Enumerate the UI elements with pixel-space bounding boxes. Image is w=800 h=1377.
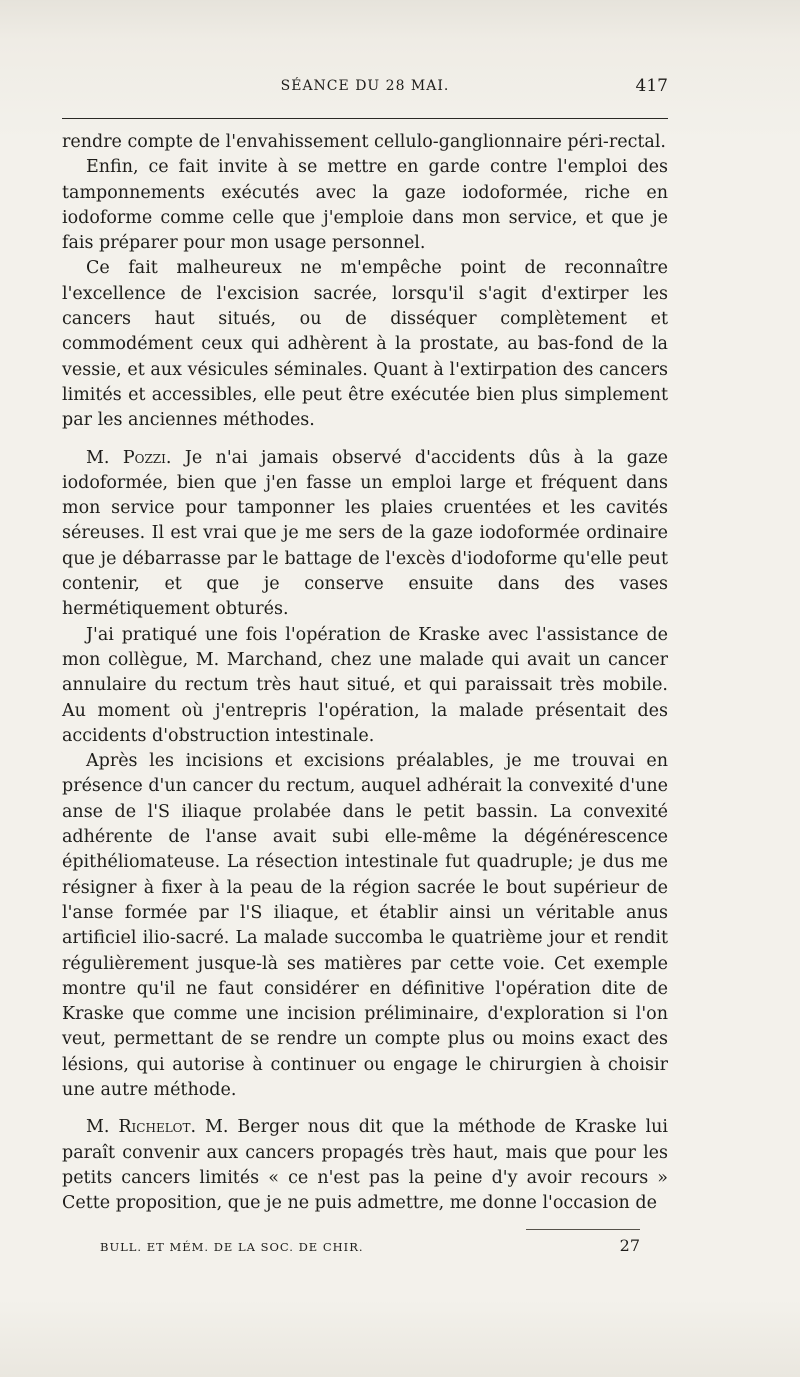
pozzi-text: Je n'ai jamais observé d'accidents dûs à la gaze iodoformée, bien que j'en fasse un emploi large et fréquent dans mon service pour tamponner les plaies cruentées et les cavités séreuses. Il est vrai que je me sers de la gaze iodoformée ordinaire que je débarrasse par le battage de l'excès d'iodoforme qu'elle peut contenir, et que je conserve ensuite dans des vases hermétiquement obturés. (62, 447, 668, 620)
paragraph-iodoform-warning: Enfin, ce fait invite à se mettre en garde contre l'emploi des tamponnements exécutés avec la gaze iodoformée, riche en iodoforme comme celle que j'emploie dans mon service, et que je fais préparer pour mon usage personnel. (62, 157, 668, 254)
paragraph-pozzi-intro (62, 446, 668, 623)
paragraph-richelot (62, 1115, 668, 1216)
footer-rule (526, 1229, 640, 1230)
paragraph-sacral-excision: Ce fait malheureux ne m'empêche point de reconnaître l'excellence de l'excision sacrée, lorsqu'il s'agit d'extirper les cancers haut situés, ou de disséquer complètement et commodément ceux qui adhèrent à la prostate, au bas-fond de la vessie, et aux vésicules séminales. Quant à l'extirpation des cancers limités et accessibles, elle peut être exécutée bien plus simplement par les anciennes méthodes. (62, 258, 668, 431)
page-footer (100, 1236, 640, 1260)
paragraph-pozzi-kraske: J'ai pratiqué une fois l'opération de Kraske avec l'assistance de mon collègue, M. Marchand, chez une malade qui avait un cancer annulaire du rectum très haut situé, et qui paraissait très mobile. Au moment où j'entrepris l'opération, la malade présentait des accidents d'obstruction intestinale. (62, 624, 668, 746)
header-rule (62, 118, 668, 119)
page-header (62, 74, 668, 102)
speaker-richelot: M. Richelot. (86, 1117, 197, 1138)
richelot-text: M. Berger nous dit que la méthode de Kraske lui paraît convenir aux cancers propagés très haut, mais que pour les petits cancers limités « ce n'est pas la peine d'y avoir recours » Cette proposition, que je ne puis admettre, me donne l'occasion de (62, 1117, 668, 1214)
speaker-pozzi: M. Pozzi. (86, 447, 172, 468)
paragraph-pozzi-resection: Après les incisions et excisions préalables, je me trouvai en présence d'un cancer du rectum, auquel adhérait la convexité d'une anse de l'S iliaque prolabée dans le petit bassin. La convexité adhérente de l'anse avait subi elle-même la dégénérescence épithéliomateuse. La résection intestinale fut quadruple; je dus me résigner à fixer à la peau de la région sacrée le bout supérieur de l'anse formée par l'S iliaque, et établir ainsi un véritable anus artificiel ilio-sacré. La malade succomba le quatrième jour et rendit régulièrement jusque-là ses matières par cette voie. Cet exemple montre qu'il ne faut considérer en définitive l'opération dite de Kraske que comme une incision préliminaire, d'exploration si l'on veut, permettant de se rendre un compte plus ou moins exact des lésions, qui autorise à continuer ou engage le chirurgien à choisir une autre méthode. (62, 751, 668, 1100)
signature-number: 27 (619, 1236, 640, 1255)
body-text (62, 130, 668, 1216)
page-number: 417 (635, 76, 668, 96)
paragraph-continuation: rendre compte de l'envahissement cellulo-ganglionnaire péri-rectal. (62, 132, 666, 152)
signature-mark: BULL. ET MÉM. DE LA SOC. DE CHIR. (100, 1240, 364, 1254)
running-head: SÉANCE DU 28 MAI. (280, 78, 450, 94)
